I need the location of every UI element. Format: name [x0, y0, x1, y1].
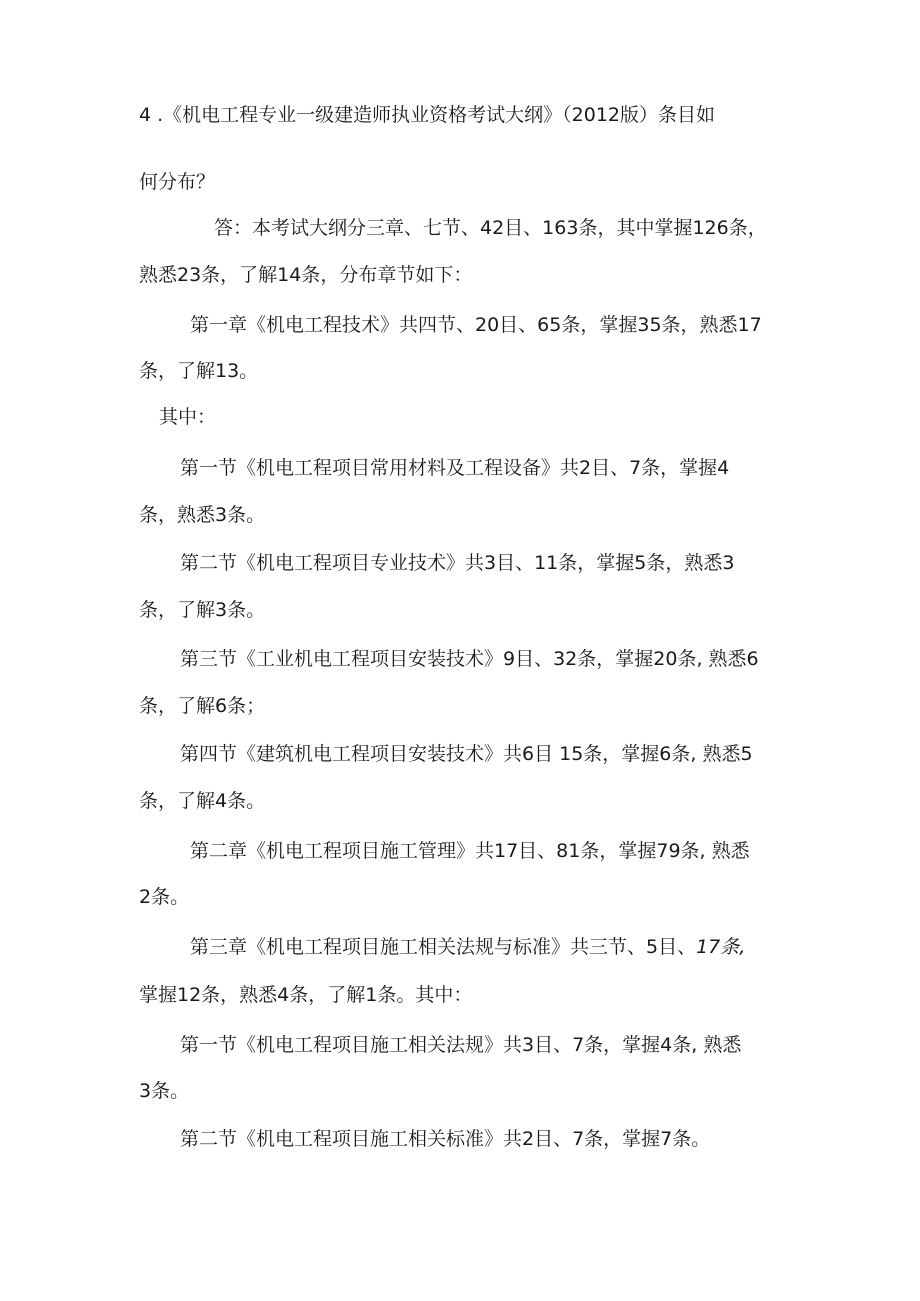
chapter2-line-1: 第二章《机电工程项目施工管理》共17目、81条，掌握79条, 熟悉 [190, 840, 750, 862]
chapter1-line-2: 条，了解13。 [139, 360, 259, 382]
chapter1-section4-line-1: 第四节《建筑机电工程项目安装技术》共6目 15条，掌握6条, 熟悉5 [180, 743, 753, 765]
chapter1-among-label: 其中： [159, 406, 217, 428]
chapter1-section3-line-2: 条，了解6条； [139, 695, 266, 717]
chapter1-line-1: 第一章《机电工程技术》共四节、20目、65条，掌握35条，熟悉17 [190, 314, 762, 336]
chapter3-section1-line-1: 第一节《机电工程项目施工相关法规》共3目、7条，掌握4条, 熟悉 [180, 1034, 742, 1056]
chapter1-section1-line-2: 条，熟悉3条。 [139, 504, 266, 526]
chapter3-line-1 [190, 935, 745, 959]
question-line-2: 何分布？ [139, 171, 216, 193]
chapter1-section4-line-2: 条，了解4条。 [139, 790, 266, 812]
chapter1-section2-line-1: 第二节《机电工程项目专业技术》共3目、11条，掌握5条，熟悉3 [180, 552, 735, 574]
chapter3-line-1-main: 第三章《机电工程项目施工相关法规与标准》共三节、5目、 [190, 936, 697, 958]
chapter1-section3-line-1: 第三节《工业机电工程项目安装技术》9目、32条，掌握20条, 熟悉6 [180, 648, 759, 670]
question-line-1: 4 .《机电工程专业一级建造师执业资格考试大纲》（2012版）条目如 [139, 104, 716, 126]
chapter3-section2-line-1: 第二节《机电工程项目施工相关标准》共2目、7条，掌握7条。 [180, 1128, 711, 1150]
chapter1-section1-line-1: 第一节《机电工程项目常用材料及工程设备》共2目、7条，掌握4 [180, 457, 730, 479]
chapter3-section1-line-2: 3条。 [139, 1080, 190, 1102]
answer-line-1: 答：本考试大纲分三章、七节、42目、163条，其中掌握126条， [214, 217, 767, 239]
chapter3-line-2: 掌握12条，熟悉4条，了解1条。其中： [139, 984, 473, 1006]
answer-line-2: 熟悉23条，了解14条，分布章节如下： [139, 264, 473, 286]
chapter2-line-2: 2条。 [139, 886, 190, 908]
chapter1-section2-line-2: 条，了解3条。 [139, 599, 266, 621]
chapter3-line-1-italic: 17条, [696, 936, 746, 958]
